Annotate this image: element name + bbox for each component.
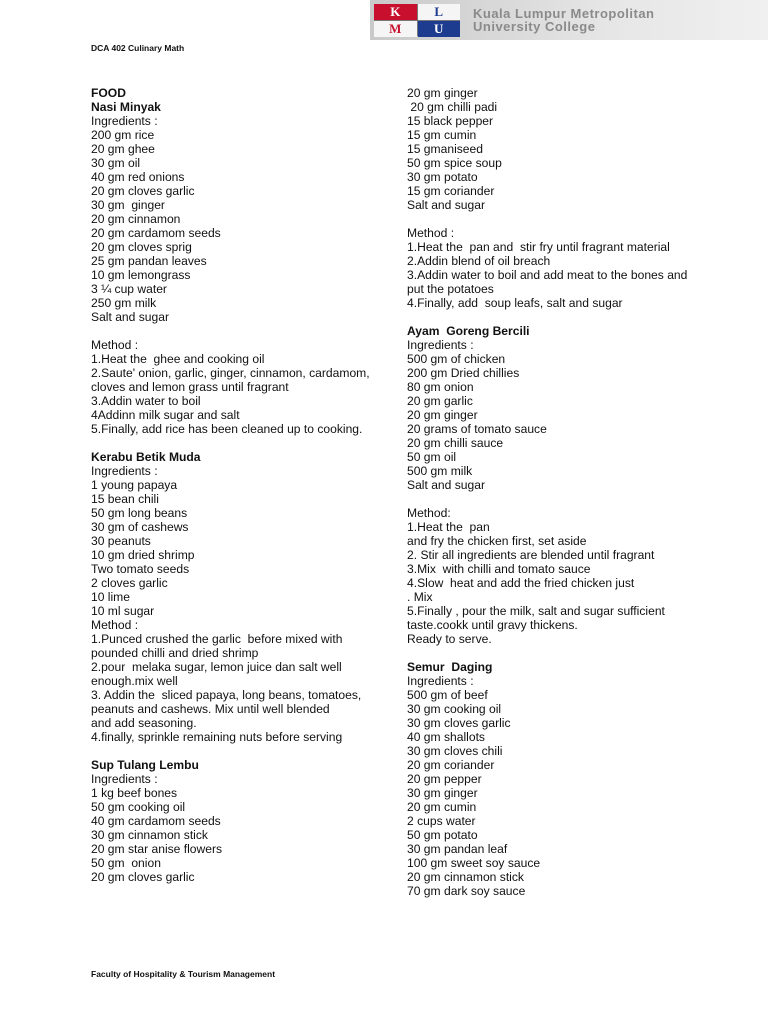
text-line: Ready to serve. [407, 632, 492, 646]
text-line: 20 grams of tomato sauce [407, 422, 547, 436]
text-line: 50 gm potato [407, 828, 478, 842]
text-line: 20 gm cloves garlic [91, 184, 195, 198]
recipe-heading: Semur Daging [407, 660, 493, 674]
text-line: 20 gm cinnamon stick [407, 870, 524, 884]
text-line: 1.Heat the pan [407, 520, 490, 534]
text-line: Ingredients : [407, 674, 474, 688]
text-line: Ingredients : [407, 338, 474, 352]
text-line: and add seasoning. [91, 716, 197, 730]
text-line: 20 gm pepper [407, 772, 482, 786]
text-line: 50 gm oil [407, 450, 457, 464]
text-line: 5.Finally , pour the milk, salt and sugar sufficient taste.cookk until gravy thickens. [407, 604, 669, 632]
text-line: 4.Finally, add soup leafs, salt and sugar [407, 296, 623, 310]
text-line: 20 gm ginger [407, 86, 478, 100]
text-line: 20 gm cloves sprig [91, 240, 192, 254]
text-line: Ingredients : [91, 772, 158, 786]
spacer [407, 310, 707, 324]
text-line: Method: [407, 506, 451, 520]
text-line: 40 gm red onions [91, 170, 185, 184]
right-column [407, 86, 707, 898]
text-line: 20 gm cinnamon [91, 212, 181, 226]
text-line: Ingredients : [91, 114, 158, 128]
logo-letter-m: M [374, 21, 417, 37]
text-line: 10 gm lemongrass [91, 268, 191, 282]
text-line: Salt and sugar [407, 478, 485, 492]
text-line: 5.Finally, add rice has been cleaned up to cooking. [91, 422, 363, 436]
text-line: 50 gm cooking oil [91, 800, 186, 814]
text-line: 25 gm pandan leaves [91, 254, 207, 268]
text-line: 2.Addin blend of oil breach [407, 254, 551, 268]
text-line: Salt and sugar [407, 198, 485, 212]
text-line: 50 gm spice soup [407, 156, 502, 170]
text-line: 1.Punced crushed the garlic before mixed with pounded chilli and dried shrimp [91, 632, 346, 660]
logo-letter-u: U [418, 21, 461, 37]
text-line: 3. Addin the sliced papaya, long beans, tomatoes, peanuts and cashews. Mix until well blended [91, 688, 365, 716]
text-line: 30 gm cooking oil [407, 702, 502, 716]
text-line: 3.Addin water to boil [91, 394, 201, 408]
text-line: 70 gm dark soy sauce [407, 884, 526, 898]
logo-letter-k: K [374, 4, 417, 20]
text-line: 4.Slow heat and add the fried chicken just [407, 576, 635, 590]
text-line: 1.Heat the ghee and cooking oil [91, 352, 265, 366]
text-line: 2.pour melaka sugar, lemon juice dan salt well enough.mix well [91, 660, 346, 688]
text-line: 3 ¼ cup water [91, 282, 167, 296]
text-line: 200 gm Dried chillies [407, 366, 520, 380]
left-column [91, 86, 381, 884]
text-line: 2. Stir all ingredients are blended until fragrant [407, 548, 655, 562]
text-line: 20 gm garlic [407, 394, 473, 408]
college-name-line2: University College [473, 19, 596, 34]
text-line: Method : [407, 226, 455, 240]
recipe-heading: Kerabu Betik Muda [91, 450, 201, 464]
text-line: 30 gm potato [407, 170, 478, 184]
text-line: 3.Addin water to boil and add meat to the bones and put the potatoes [407, 268, 691, 296]
text-line: . Mix [407, 590, 433, 604]
text-line: 500 gm of chicken [407, 352, 506, 366]
text-line: 30 gm pandan leaf [407, 842, 508, 856]
spacer [407, 646, 707, 660]
text-line: 2.Saute' onion, garlic, ginger, cinnamon, cardamom, cloves and lemon grass until fragrant [91, 366, 373, 394]
text-line: 30 gm ginger [407, 786, 478, 800]
text-line: 2 cups water [407, 814, 476, 828]
text-line: 200 gm rice [91, 128, 155, 142]
spacer [407, 212, 707, 226]
spacer [91, 324, 381, 338]
course-header: DCA 402 Culinary Math [91, 43, 185, 53]
text-line: 40 gm cardamom seeds [91, 814, 221, 828]
text-line: 2 cloves garlic [91, 576, 168, 590]
text-line: 100 gm sweet soy sauce [407, 856, 541, 870]
text-line: Ingredients : [91, 464, 158, 478]
text-line: 20 gm chilli padi [407, 100, 498, 114]
text-line: 30 gm cloves garlic [407, 716, 511, 730]
klmu-emblem [374, 4, 460, 36]
recipe-heading: Sup Tulang Lembu [91, 758, 199, 772]
college-logo [370, 0, 768, 40]
text-line: Method : [91, 338, 139, 352]
text-line: 20 gm cloves garlic [91, 870, 195, 884]
text-line: 20 gm ghee [91, 142, 155, 156]
text-line: 500 gm milk [407, 464, 473, 478]
text-line: 30 gm ginger [91, 198, 165, 212]
text-line: 250 gm milk [91, 296, 157, 310]
text-line: 50 gm long beans [91, 506, 188, 520]
logo-letter-l: L [418, 4, 461, 20]
text-line: 30 gm cloves chili [407, 744, 503, 758]
text-line: 20 gm chilli sauce [407, 436, 504, 450]
text-line: 500 gm of beef [407, 688, 488, 702]
text-line: 20 gm star anise flowers [91, 842, 223, 856]
text-line: 1 young papaya [91, 478, 178, 492]
text-line: Salt and sugar [91, 310, 169, 324]
recipe-heading: Nasi Minyak [91, 100, 161, 114]
text-line: 15 bean chili [91, 492, 159, 506]
text-line: 20 gm cumin [407, 800, 477, 814]
text-line: Method : [91, 618, 139, 632]
text-line: 20 gm ginger [407, 408, 478, 422]
text-line: 10 ml sugar [91, 604, 155, 618]
college-name [473, 7, 655, 33]
college-name-line1: Kuala Lumpur Metropolitan [473, 6, 655, 21]
text-line: 3.Mix with chilli and tomato sauce [407, 562, 591, 576]
text-line: 50 gm onion [91, 856, 161, 870]
faculty-footer: Faculty of Hospitality & Tourism Management [91, 969, 276, 979]
text-line: 4Addinn milk sugar and salt [91, 408, 240, 422]
text-line: 15 black pepper [407, 114, 494, 128]
text-line: 40 gm shallots [407, 730, 485, 744]
text-line: 4.finally, sprinkle remaining nuts before serving [91, 730, 343, 744]
text-line: and fry the chicken first, set aside [407, 534, 587, 548]
text-line: 20 gm cardamom seeds [91, 226, 221, 240]
text-line: 30 gm of cashews [91, 520, 189, 534]
text-line: 30 gm cinnamon stick [91, 828, 208, 842]
text-line: 30 peanuts [91, 534, 151, 548]
text-line: Two tomato seeds [91, 562, 190, 576]
text-line: 20 gm coriander [407, 758, 495, 772]
text-line: 10 gm dried shrimp [91, 548, 195, 562]
text-line: 30 gm oil [91, 156, 141, 170]
recipe-heading: FOOD [91, 86, 126, 100]
spacer [407, 492, 707, 506]
spacer [91, 436, 381, 450]
text-line: 15 gm coriander [407, 184, 495, 198]
text-line: 1.Heat the pan and stir fry until fragrant material [407, 240, 670, 254]
spacer [91, 744, 381, 758]
text-line: 10 lime [91, 590, 130, 604]
recipe-heading: Ayam Goreng Bercili [407, 324, 530, 338]
text-line: 80 gm onion [407, 380, 474, 394]
text-line: 1 kg beef bones [91, 786, 178, 800]
text-line: 15 gmaniseed [407, 142, 483, 156]
text-line: 15 gm cumin [407, 128, 477, 142]
